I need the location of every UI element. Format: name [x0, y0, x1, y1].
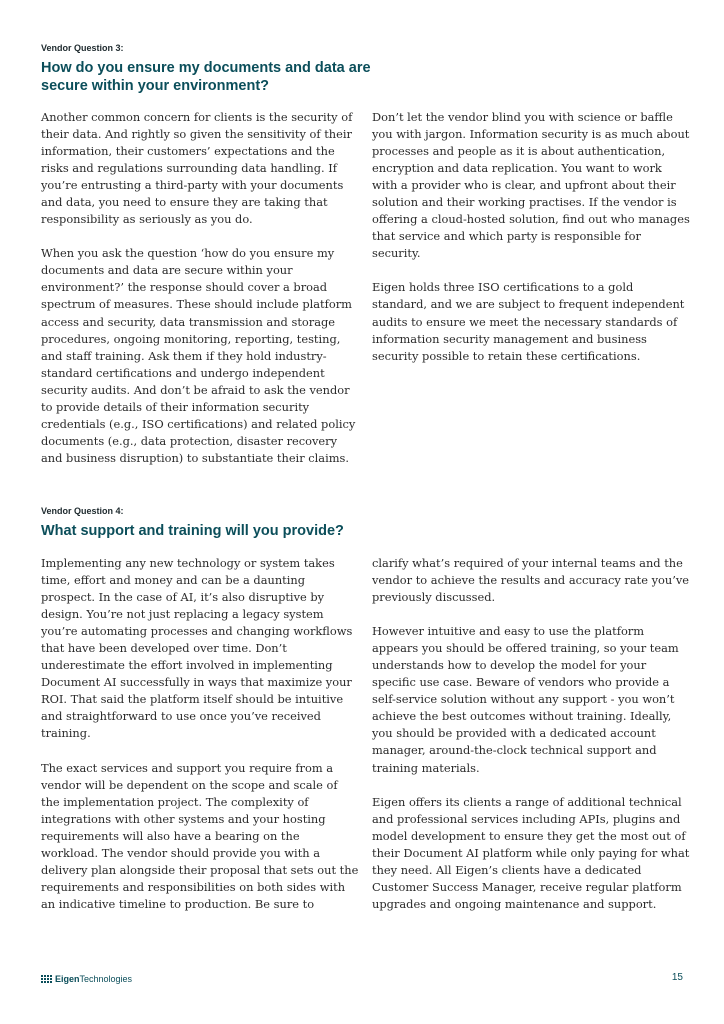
eigen-logo-text [55, 974, 132, 984]
question-3-left-column [41, 109, 359, 467]
question-4-title: What support and training will you provide? [41, 523, 344, 539]
question-3-label: Vendor Question 3: [41, 43, 124, 53]
paragraph: Eigen offers its clients a range of additional technical and professional services including APIs, plugins and model development to ensure they get the most out of their Document AI platform while only paying for what they need. All Eigen’s clients have a dedicated Customer Success Manager, receive regular platform upgrades and ongoing maintenance and support. [372, 794, 690, 911]
question-3-title: How do you ensure my documents and data are secure within your environment? [41, 60, 371, 94]
question-4-label: Vendor Question 4: [41, 506, 124, 516]
question-4-left-column [41, 555, 359, 913]
paragraph: Implementing any new technology or system takes time, effort and money and can be a daunting prospect. In the case of AI, it’s also disruptive by design. You’re not just replacing a legacy system you’re automating processes and changing workflows that have been developed over time. Don’t underestimate the effort involved in implementing Document AI successfully in ways that maximize your ROI. That said the platform itself should be intuitive and straightforward to use once you’ve received training. [41, 556, 353, 741]
page-number: 15 [671, 972, 683, 983]
eigen-logo [41, 973, 132, 985]
paragraph: clarify what’s required of your internal teams and the vendor to achieve the results and accuracy rate you’ve previously discussed. [372, 556, 689, 605]
logo-regular-text: Technologies [79, 974, 133, 984]
paragraph: The exact services and support you require from a vendor will be dependent on the scope and scale of the implementation project. The complexity of integrations with other systems and your hosting requirements will also have a bearing on the workload. The vendor should provide you with a delivery plan alongside their proposal that sets out the requirements and responsibilities on both sides with an indicative timeline to production. Be sure to [41, 760, 359, 911]
paragraph: Another common concern for clients is the security of their data. And rightly so given the sensitivity of their information, their customers’ expectations and the risks and regulations surrounding data handling. If you’re entrusting a third-party with your documents and data, you need to ensure they are taking that responsibility as seriously as you do. [41, 110, 353, 227]
question-3-right-column [372, 109, 690, 365]
logo-bold-text: Eigen [55, 974, 80, 984]
paragraph: When you ask the question ‘how do you ensure my documents and data are secure within your environment?’ the response should cover a broad spectrum of measures. These should include platform access and security, data transmission and storage procedures, ongoing monitoring, reporting, testing, and staff training. Ask them if they hold industry-standard certifications and undergo independent security audits. And don’t be afraid to ask the vendor to provide details of their information security credentials (e.g., ISO certifications) and related policy documents (e.g., data protection, disaster recovery and business disruption) to substantiate their claims. [41, 246, 356, 465]
eigen-logo-icon [41, 975, 52, 983]
question-4-right-column [372, 555, 690, 913]
paragraph: Don’t let the vendor blind you with science or baffle you with jargon. Information security is as much about processes and people as it is about authentication, encryption and data replication. You want to work with a provider who is clear, and upfront about their solution and their working practises. If the vendor is offering a cloud-hosted solution, find out who manages that service and which party is responsible for security. [372, 110, 690, 261]
paragraph: However intuitive and easy to use the platform appears you should be offered training, so your team understands how to develop the model for your specific use case. Beware of vendors who provide a self-service solution without any support - you won’t achieve the best outcomes without training. Ideally, you should be provided with a dedicated account manager, around-the-clock technical support and training materials. [372, 624, 679, 775]
paragraph: Eigen holds three ISO certifications to a gold standard, and we are subject to frequent independent audits to ensure we meet the necessary standards of information security management and business security possible to retain these certifications. [372, 280, 685, 363]
